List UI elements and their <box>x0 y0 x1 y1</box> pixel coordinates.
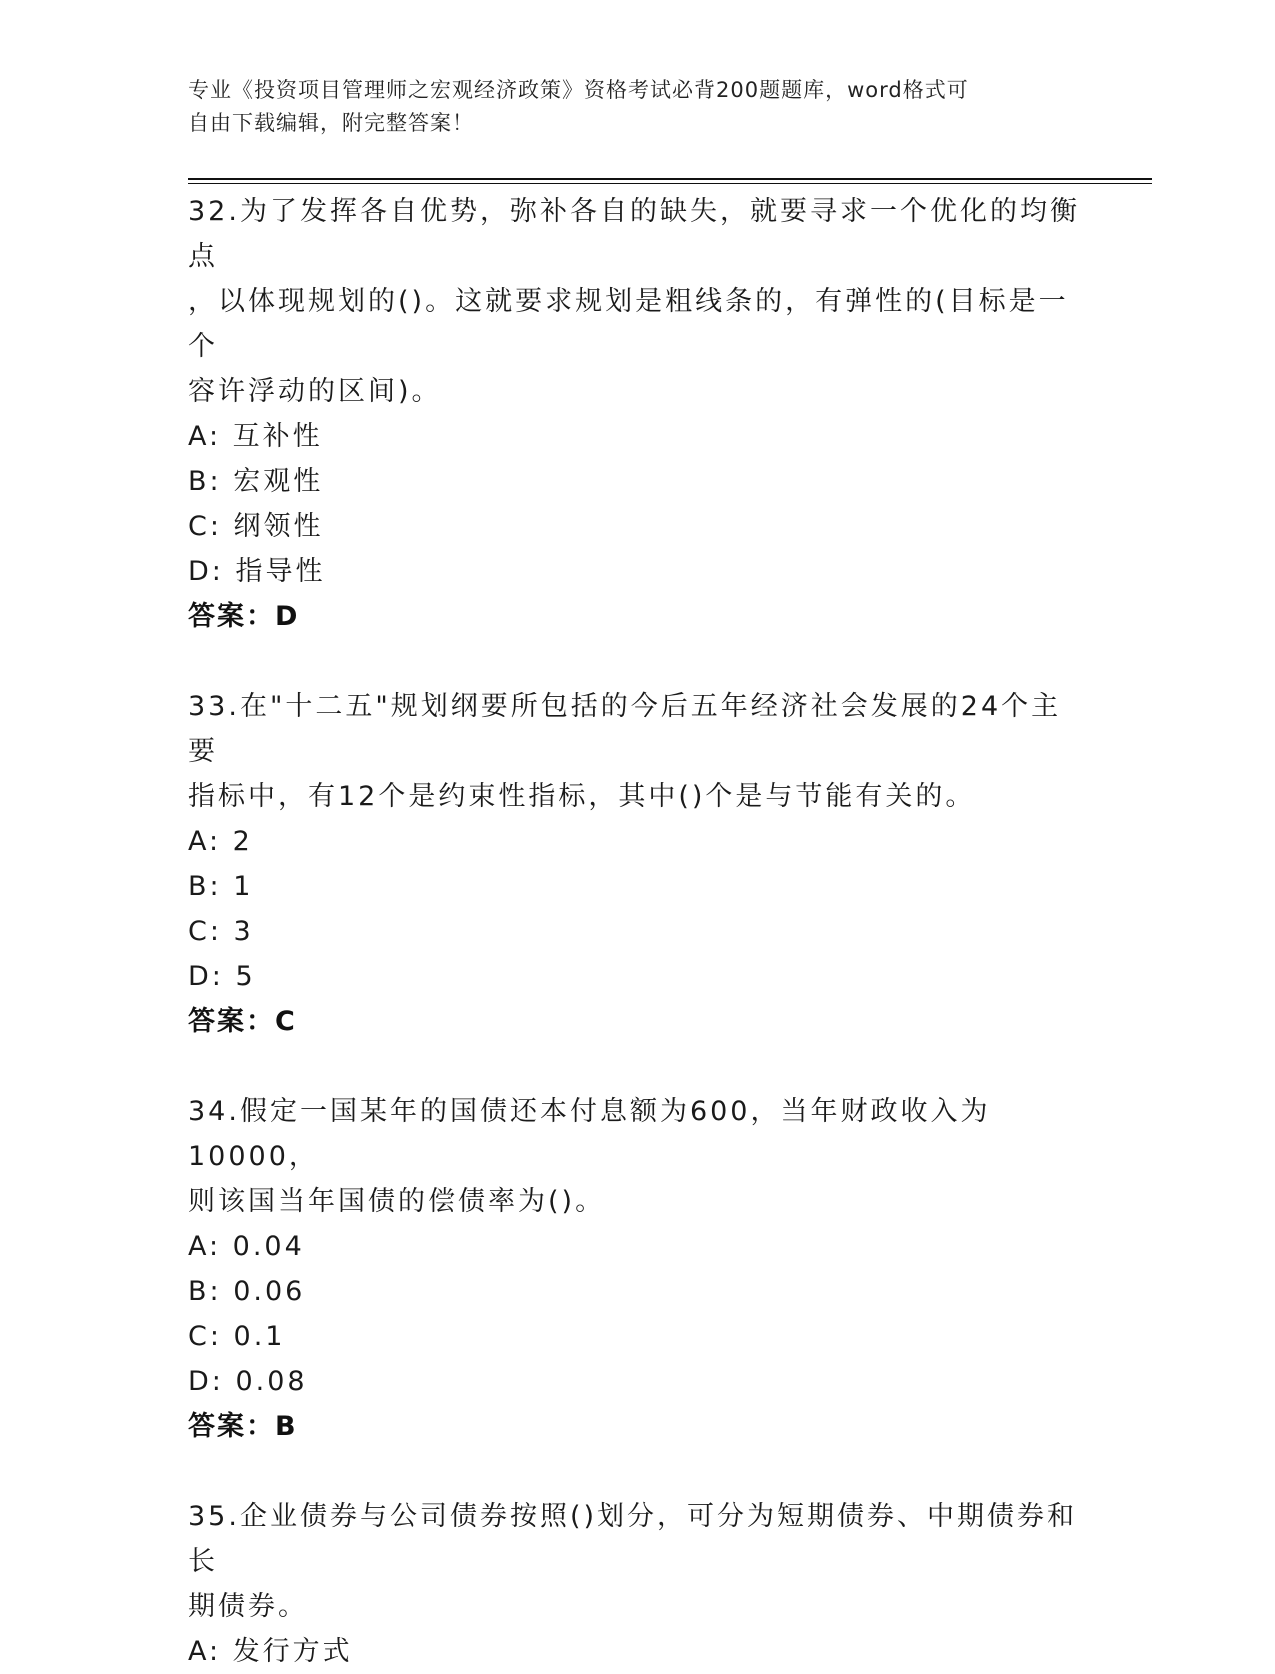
question-spacer <box>188 1044 1088 1089</box>
question-33 <box>188 684 1088 1044</box>
option-a: A: 2 <box>188 826 253 857</box>
option-c: C: 0.1 <box>188 1321 286 1352</box>
header-title-line-2: 自由下载编辑，附完整答案！ <box>188 111 474 135</box>
question-35 <box>188 1494 1088 1674</box>
question-stem-line: 容许浮动的区间)。 <box>188 376 442 407</box>
option-d: D: 指导性 <box>188 556 326 587</box>
option-c: C: 纲领性 <box>188 511 324 542</box>
option-d: D: 5 <box>188 961 256 992</box>
question-list <box>188 189 1088 1674</box>
option-b: B: 1 <box>188 871 254 902</box>
option-b: B: 0.06 <box>188 1276 306 1307</box>
option-c: C: 3 <box>188 916 254 947</box>
question-stem-line: 则该国当年国债的偿债率为()。 <box>188 1186 606 1217</box>
header-divider-thin <box>188 183 1152 184</box>
header-divider-thick <box>188 178 1152 180</box>
option-a: A: 0.04 <box>188 1231 305 1262</box>
answer-line: 答案：B <box>188 1411 298 1442</box>
answer-line: 答案：D <box>188 601 300 632</box>
option-a: A: 发行方式 <box>188 1636 353 1667</box>
question-stem-line: 32.为了发挥各自优势，弥补各自的缺失，就要寻求一个优化的均衡点 <box>188 196 1080 272</box>
question-spacer <box>188 639 1088 684</box>
question-stem-line: 33.在"十二五"规划纲要所包括的今后五年经济社会发展的24个主要 <box>188 691 1062 767</box>
question-stem-line: ，以体现规划的()。这就要求规划是粗线条的，有弹性的(目标是一个 <box>188 286 1069 362</box>
header-title-line-1: 专业《投资项目管理师之宏观经济政策》资格考试必背200题题库，word格式可 <box>188 78 969 102</box>
question-34 <box>188 1089 1088 1449</box>
question-32 <box>188 189 1088 639</box>
question-stem-line: 指标中，有12个是约束性指标，其中()个是与节能有关的。 <box>188 781 976 812</box>
option-a: A: 互补性 <box>188 421 323 452</box>
question-stem-line: 34.假定一国某年的国债还本付息额为600，当年财政收入为10000， <box>188 1096 991 1172</box>
option-b: B: 宏观性 <box>188 466 324 497</box>
question-stem-line: 期债券。 <box>188 1591 308 1622</box>
option-d: D: 0.08 <box>188 1366 308 1397</box>
question-spacer <box>188 1449 1088 1494</box>
question-stem-line: 35.企业债券与公司债券按照()划分，可分为短期债券、中期债券和长 <box>188 1501 1078 1577</box>
document-header <box>188 74 1068 140</box>
answer-line: 答案：C <box>188 1006 297 1037</box>
